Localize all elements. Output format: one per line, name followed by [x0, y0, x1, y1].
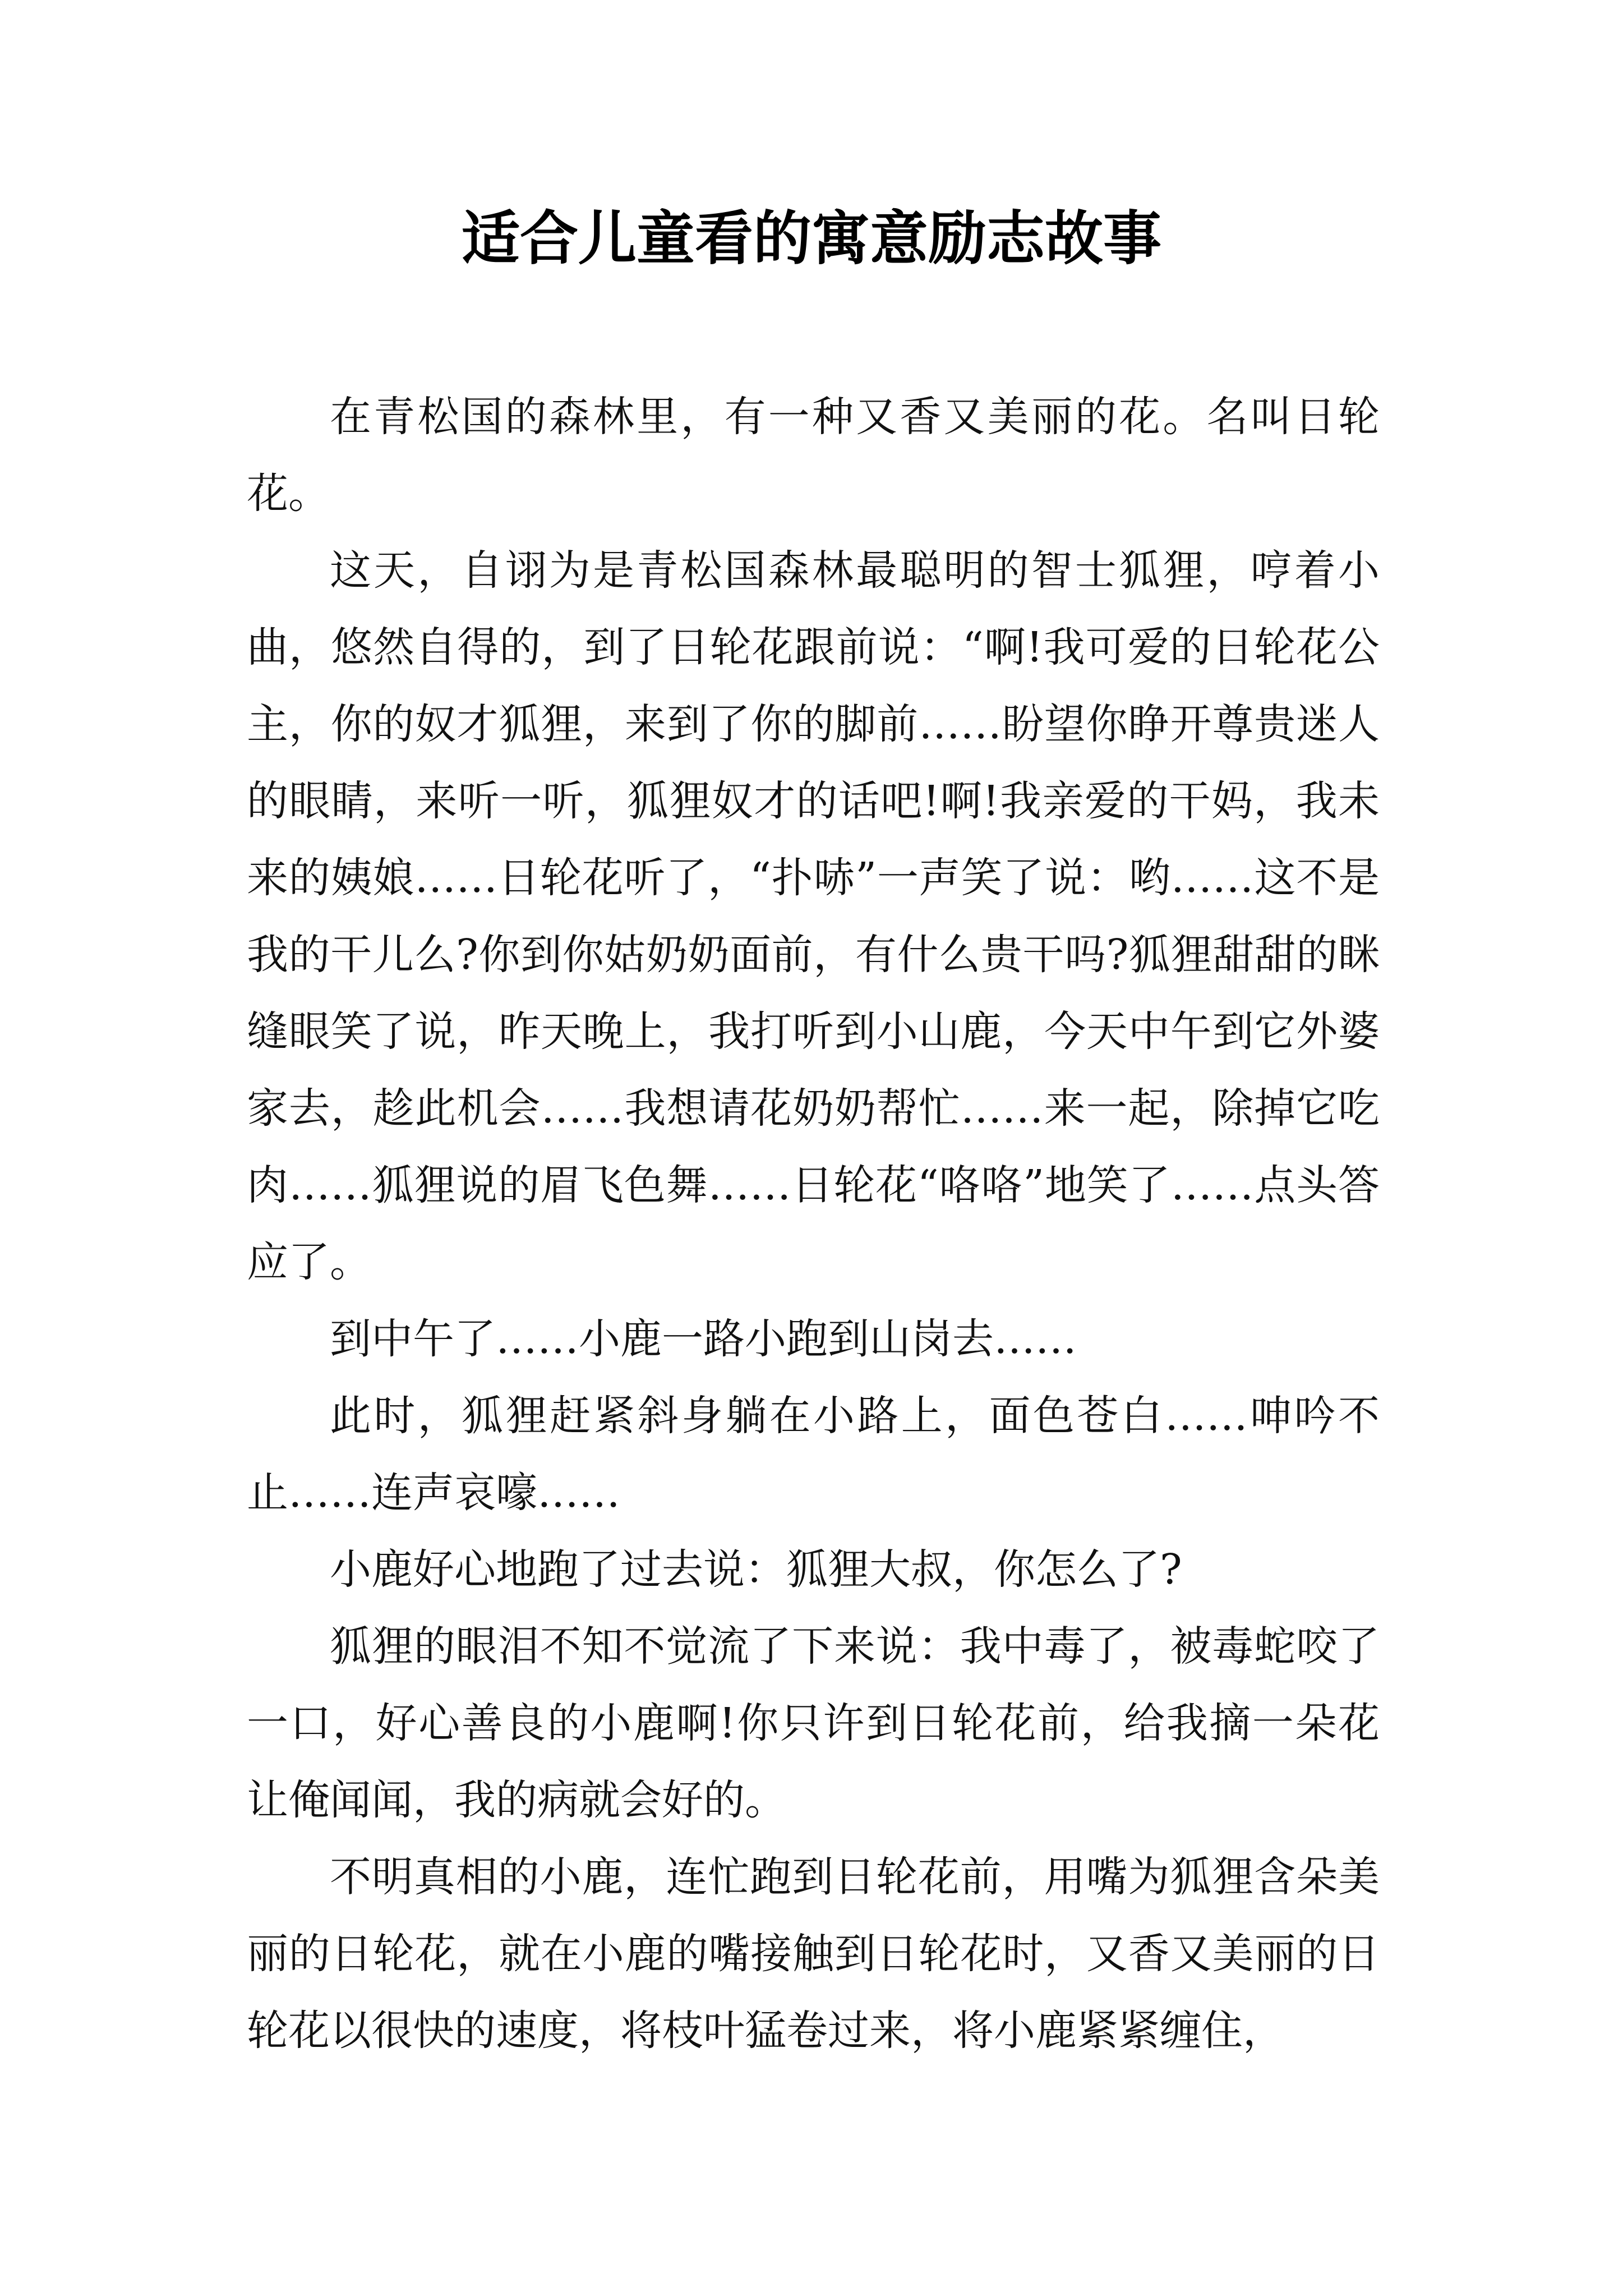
paragraph-4: 此时，狐狸赶紧斜身躺在小路上，面色苍白……呻吟不止……连声哀嚎…… — [247, 1392, 1380, 1517]
paragraph-5: 小鹿好心地跑了过去说：狐狸大叔，你怎么了? — [330, 1545, 1182, 1594]
document-title: 适合儿童看的寓意励志故事 — [461, 204, 1161, 273]
paragraph-1: 在青松国的森林里，有一种又香又美丽的花。名叫日轮花。 — [247, 393, 1380, 518]
paragraph-7: 不明真相的小鹿，连忙跑到日轮花前，用嘴为狐狸含朵美丽的日轮花，就在小鹿的嘴接触到日轮花时，又香又美丽的日轮花以很快的速度，将枝叶猛卷过来，将小鹿紧紧缠住， — [247, 1853, 1380, 2055]
paragraph-2: 这天，自诩为是青松国森林最聪明的智士狐狸，哼着小曲，悠然自得的，到了日轮花跟前说：“啊!我可爱的日轮花公主，你的奴才狐狸，来到了你的脚前……盼望你睁开尊贵迷人的眼睛，来听一听，狐狸奴才的话吧!啊!我亲爱的干妈，我未来的姨娘……日轮花听了，“扑哧”一声笑了说：哟……这不是我的干儿么?你到你姑奶奶面前，有什么贵干吗?狐狸甜甜的眯缝眼笑了说，昨天晚上，我打听到小山鹿，今天中午到它外婆家去，趁此机会……我想请花奶奶帮忙……来一起，除掉它吃肉……狐狸说的眉飞色舞……日轮花“咯咯”地笑了……点头答应了。 — [247, 546, 1380, 1286]
paragraph-3: 到中午了……小鹿一路小跑到山岗去…… — [330, 1315, 1077, 1363]
document-body — [247, 379, 1380, 2069]
paragraph-6: 狐狸的眼泪不知不觉流了下来说：我中毒了，被毒蛇咬了一口，好心善良的小鹿啊!你只许到日轮花前，给我摘一朵花让俺闻闻，我的病就会好的。 — [247, 1622, 1380, 1824]
